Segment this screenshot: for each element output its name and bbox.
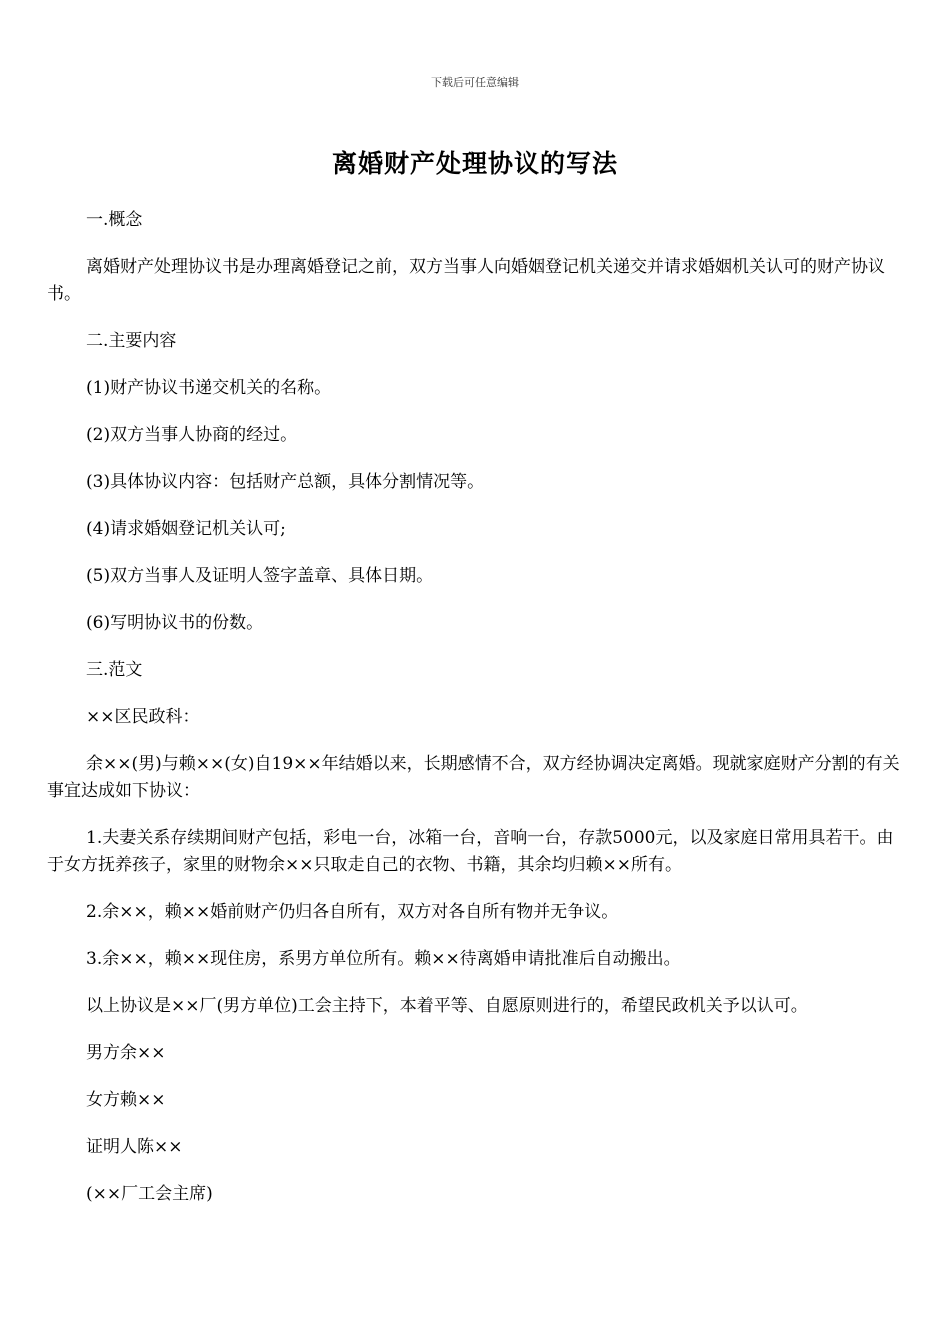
list-item: (5)双方当事人及证明人签字盖章、具体日期。 [86,566,434,586]
list-item: (3)具体协议内容：包括财产总额，具体分割情况等。 [86,472,485,492]
list-item: (6)写明协议书的份数。 [86,613,264,633]
signature-line: 女方赖×× [86,1090,166,1110]
agreement-clause: 2.余××，赖××婚前财产仍归各自所有，双方对各自所有物并无争议。 [86,902,619,922]
paragraph: 余××(男)与赖××(女)自19××年结婚以来，长期感情不合，双方经协调决定离婚。现就家庭财产分割的有关事宜达成如下协议： [47,754,900,801]
header-note: 下载后可任意编辑 [431,76,519,89]
signature-line: 男方余×× [86,1043,166,1063]
section-heading-main-content: 二.主要内容 [86,331,177,351]
document-title: 离婚财产处理协议的写法 [331,149,618,178]
agreement-clause: 3.余××，赖××现住房，系男方单位所有。赖××待离婚申请批准后自动搬出。 [86,949,681,969]
list-item: (4)请求婚姻登记机关认可; [86,519,286,539]
paragraph: 离婚财产处理协议书是办理离婚登记之前，双方当事人向婚姻登记机关递交并请求婚姻机关认可的财产协议书。 [47,257,885,304]
paragraph: 以上协议是××厂(男方单位)工会主持下，本着平等、自愿原则进行的，希望民政机关予以认可。 [86,996,808,1016]
signature-line: (××厂工会主席) [86,1184,213,1204]
list-item: (2)双方当事人协商的经过。 [86,425,298,445]
agreement-clause: 1.夫妻关系存续期间财产包括，彩电一台，冰箱一台，音响一台，存款5000元，以及家庭日常用具若干。由于女方抚养孩子，家里的财物余××只取走自己的衣物、书籍，其余均归赖××所有。 [47,828,894,875]
section-heading-sample: 三.范文 [86,660,143,680]
signature-line: 证明人陈×× [86,1137,183,1157]
list-item: (1)财产协议书递交机关的名称。 [86,378,332,398]
section-heading-concept: 一.概念 [86,210,143,230]
recipient-line: ××区民政科： [86,707,200,727]
document-body [47,207,905,1228]
